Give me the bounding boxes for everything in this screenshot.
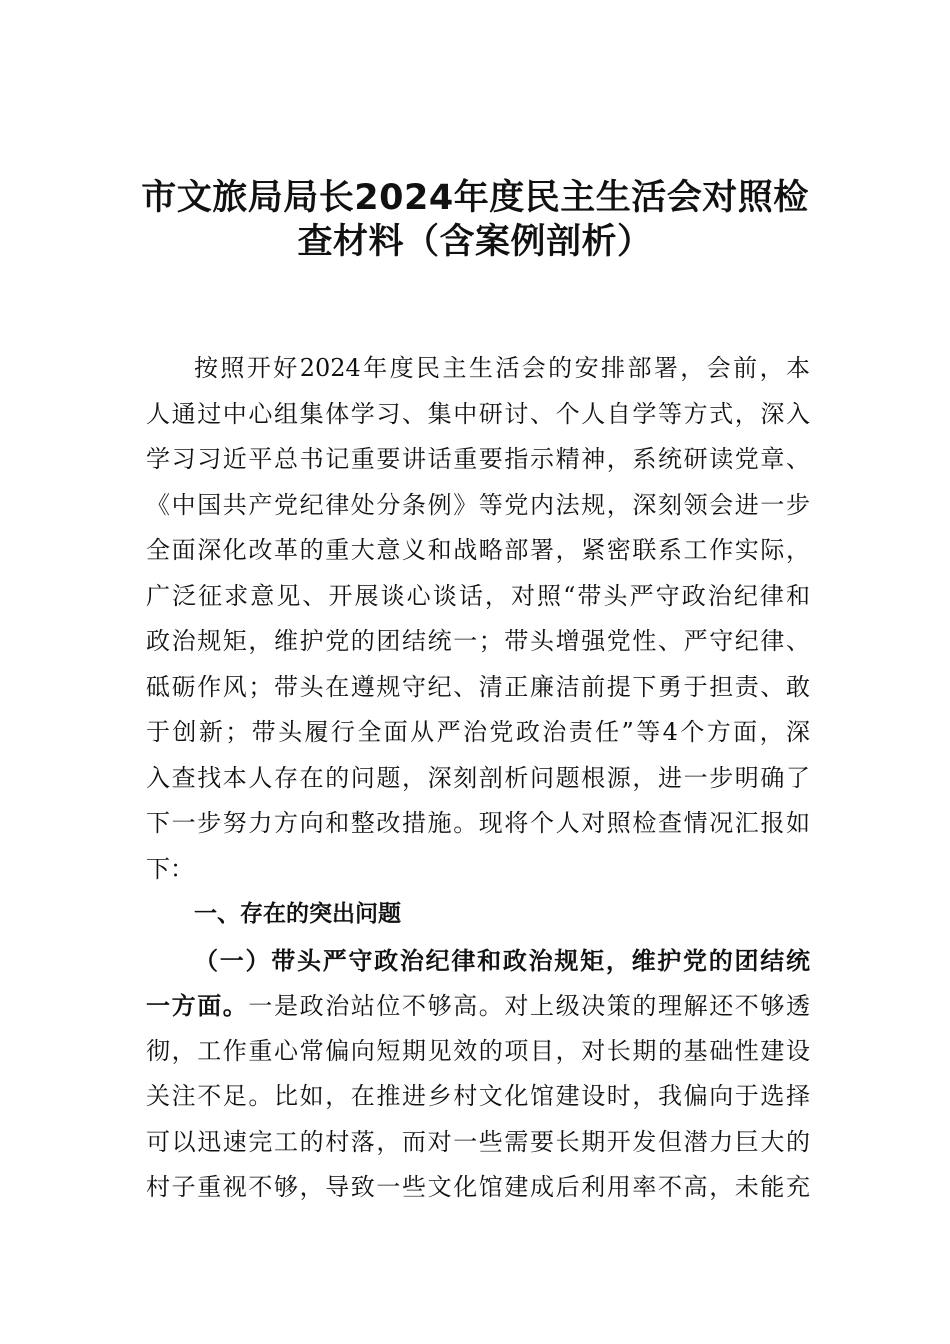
document-title-line-1: 市文旅局局长2024年度民主生活会对照检	[141, 178, 809, 218]
subsection-heading-end: 一方面。	[146, 991, 249, 1020]
intro-line: 《中国共产党纪律处分条例》等党内法规，深刻领会进一步	[146, 490, 810, 519]
subsection-continuation-line	[146, 983, 810, 1029]
document-body	[146, 346, 810, 1211]
point-text-start: 一是政治站位不够高。对上级决策的理解还不够透	[248, 992, 811, 1020]
point-line: 可以迅速完工的村落，而对一些需要长期开发但潜力巨大的	[146, 1127, 810, 1156]
section-heading: 一、存在的突出问题	[194, 901, 401, 927]
point-line: 村子重视不够，导致一些文化馆建成后利用率不高，未能充	[146, 1173, 810, 1201]
intro-line: 按照开好2024年度民主生活会的安排部署，会前，本	[194, 354, 810, 382]
intro-line: 全面深化改革的重大意义和战略部署，紧密联系工作实际，	[146, 536, 810, 564]
point-line: 彻，工作重心常偏向短期见效的项目，对长期的基础性建设	[146, 1036, 810, 1065]
subsection-heading-line: （一）带头严守政治纪律和政治规矩，维护党的团结统	[194, 945, 810, 975]
intro-line: 政治规矩，维护党的团结统一；带头增强党性、严守纪律、	[146, 627, 810, 655]
intro-line: 人通过中心组集体学习、集中研讨、个人自学等方式，深入	[146, 399, 810, 428]
point-line: 关注不足。比如，在推进乡村文化馆建设时，我偏向于选择	[146, 1082, 810, 1110]
intro-line: 学习习近平总书记重要讲话重要指示精神，系统研读党章、	[146, 445, 810, 473]
intro-line: 于创新；带头履行全面从严治党政治责任”等4个方面，深	[146, 718, 810, 746]
intro-line: 砥砺作风；带头在遵规守纪、清正廉洁前提下勇于担责、敢	[146, 672, 810, 701]
intro-line: 广泛征求意见、开展谈心谈话，对照“带头严守政治纪律和	[146, 581, 810, 610]
intro-line: 下：	[146, 854, 194, 883]
intro-line: 下一步努力方向和整改措施。现将个人对照检查情况汇报如	[146, 809, 810, 837]
document-title-line-2: 查材料（含案例剖析）	[297, 222, 653, 262]
intro-line: 入查找本人存在的问题，深刻剖析问题根源，进一步明确了	[146, 763, 810, 792]
